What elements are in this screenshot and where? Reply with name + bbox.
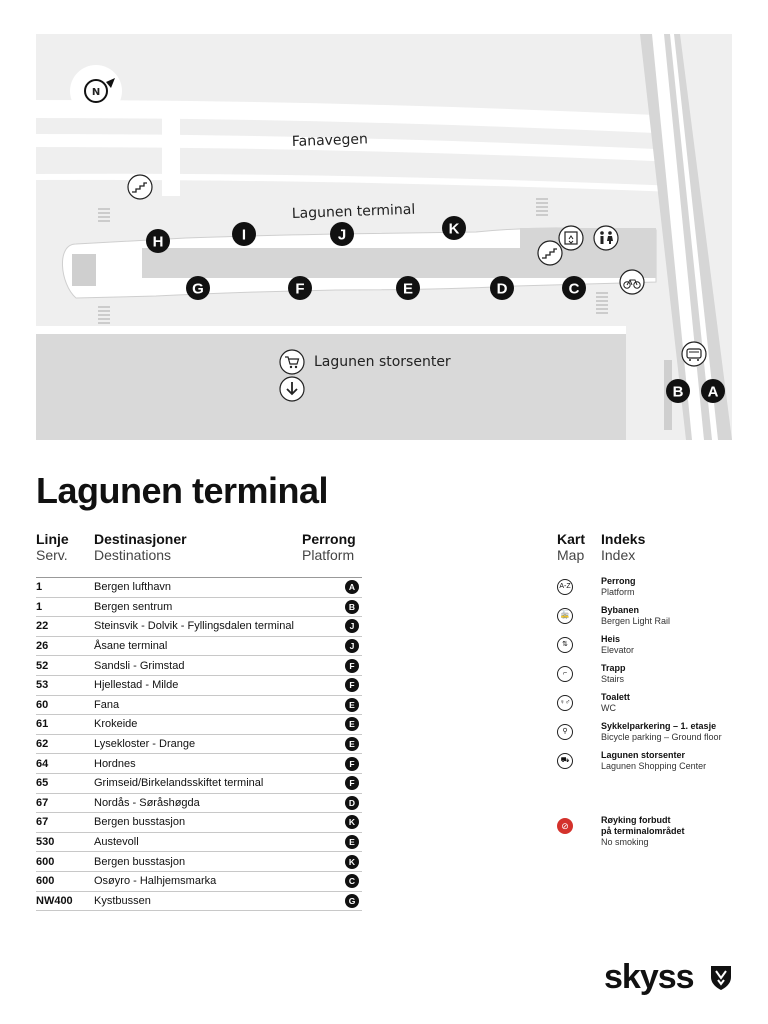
svg-text:E: E	[402, 280, 414, 298]
svg-text:D: D	[496, 280, 508, 298]
platform-badge: F	[345, 776, 359, 790]
page-title: Lagunen terminal	[36, 470, 329, 511]
light-rail-icon	[682, 342, 706, 366]
terminal-map	[36, 34, 732, 440]
line-number: 600	[36, 852, 94, 872]
platform-badge-b	[666, 379, 690, 403]
platform-az-icon: A-Z	[557, 579, 573, 595]
platform-badge: F	[345, 678, 359, 692]
svg-text:C: C	[568, 280, 580, 298]
index-item-subtitle: Platform	[601, 587, 635, 597]
platform-cell	[342, 852, 362, 872]
index-item-subtitle: WC	[601, 703, 616, 713]
destination: Bergen busstasjon	[94, 852, 342, 872]
platform-badge-a	[701, 379, 725, 403]
brand-name: skyss	[604, 958, 694, 996]
line-number: 1	[36, 578, 94, 597]
svg-text:H: H	[152, 233, 164, 251]
header-map-en: Map	[557, 547, 585, 563]
index-item-title: Sykkelparkering – 1. etasje	[601, 721, 717, 731]
platform-cell	[342, 656, 362, 676]
platform-badge: B	[345, 600, 359, 614]
line-number: 52	[36, 656, 94, 676]
table-row	[36, 675, 362, 695]
light-rail-icon: 🚋	[557, 608, 573, 624]
line-number: 62	[36, 734, 94, 754]
platform-badge: C	[345, 874, 359, 888]
index-item-subtitle: Lagunen Shopping Center	[601, 761, 707, 771]
platform-badge: E	[345, 835, 359, 849]
destination: Austevoll	[94, 832, 342, 852]
platform-badge-c	[562, 276, 586, 300]
platform-badge-i	[232, 222, 256, 246]
platform-cell	[342, 754, 362, 774]
destination: Osøyro - Halhjemsmarka	[94, 871, 342, 891]
platform-cell	[342, 617, 362, 637]
destination: Hjellestad - Milde	[94, 675, 342, 695]
platform-cell	[342, 793, 362, 813]
index-item-title: Heis	[601, 634, 621, 644]
platform-cell	[342, 813, 362, 833]
table-row	[36, 734, 362, 754]
index-header	[557, 530, 747, 577]
header-map-no: Kart	[557, 531, 586, 547]
line-number: 61	[36, 715, 94, 735]
svg-text:I: I	[241, 226, 247, 244]
bicycle-icon: ⚲	[557, 724, 573, 740]
svg-text:G: G	[192, 280, 204, 298]
shopping-cart-icon	[280, 350, 304, 374]
platform-badge: G	[345, 894, 359, 908]
header-platform-en: Platform	[302, 547, 355, 563]
destination: Bergen busstasjon	[94, 813, 342, 833]
table-row	[36, 754, 362, 774]
destination: Grimseid/Birkelandsskiftet terminal	[94, 773, 342, 793]
no-smoking-subtitle: No smoking	[601, 837, 649, 847]
index-item-title: Perrong	[601, 576, 636, 586]
svg-text:K: K	[448, 220, 460, 238]
index-item-title: Bybanen	[601, 605, 640, 615]
platform-badge: K	[345, 815, 359, 829]
svg-text:B: B	[672, 383, 684, 401]
stairs-icon: ⌐	[557, 666, 573, 682]
stairs-icon	[538, 241, 562, 265]
platform-badge: J	[345, 639, 359, 653]
platform-badge-j	[330, 222, 354, 246]
svg-text:J: J	[337, 226, 347, 244]
platform-badge-h	[146, 229, 170, 253]
no-smoking-title-1: Røyking forbudt	[601, 815, 671, 825]
routes-table	[36, 530, 362, 911]
platform-badge-k	[442, 216, 466, 240]
table-row	[36, 656, 362, 676]
index-item-subtitle: Bergen Light Rail	[601, 616, 671, 626]
toilet-icon	[594, 226, 618, 250]
svg-text:A: A	[707, 383, 719, 401]
destination: Fana	[94, 695, 342, 715]
line-number: 530	[36, 832, 94, 852]
platform-cell	[342, 871, 362, 891]
no-smoking-icon: ⊘	[557, 818, 573, 834]
platform-cell	[342, 597, 362, 617]
index-item-title: Trapp	[601, 663, 626, 673]
destination: Lysekloster - Drange	[94, 734, 342, 754]
platform-badge-d	[490, 276, 514, 300]
shopping-cart-icon: ⛟	[557, 753, 573, 769]
header-line-no: Linje	[36, 531, 69, 547]
table-row	[36, 578, 362, 597]
elevator-icon	[559, 226, 583, 250]
destination: Sandsli - Grimstad	[94, 656, 342, 676]
line-number: 53	[36, 675, 94, 695]
platform-badge: E	[345, 698, 359, 712]
platform-cell	[342, 636, 362, 656]
destination: Kystbussen	[94, 891, 342, 911]
line-number: NW400	[36, 891, 94, 911]
shield-icon	[710, 965, 732, 991]
table-row	[36, 852, 362, 872]
platform-badge: K	[345, 855, 359, 869]
elevator-icon: ⇅	[557, 637, 573, 653]
platform-badge-e	[396, 276, 420, 300]
line-number: 22	[36, 617, 94, 637]
header-index-en: Index	[601, 547, 636, 563]
table-row	[36, 695, 362, 715]
index-item-title: Lagunen storsenter	[601, 750, 686, 760]
terminal-label: Lagunen terminal	[291, 201, 416, 222]
compass-north-label: N	[91, 87, 101, 98]
destination: Bergen sentrum	[94, 597, 342, 617]
platform-badge: D	[345, 796, 359, 810]
platform-badge: E	[345, 737, 359, 751]
header-destination-en: Destinations	[94, 547, 172, 563]
platform-cell	[342, 695, 362, 715]
platform-badge: E	[345, 717, 359, 731]
header-line-en: Serv.	[36, 547, 68, 563]
platform-badge: F	[345, 757, 359, 771]
platform-cell	[342, 715, 362, 735]
platform-badge: J	[345, 619, 359, 633]
destination: Nordås - Søråshøgda	[94, 793, 342, 813]
header-platform-no: Perrong	[302, 531, 356, 547]
table-row	[36, 832, 362, 852]
line-number: 65	[36, 773, 94, 793]
line-number: 26	[36, 636, 94, 656]
line-number: 600	[36, 871, 94, 891]
entrance-arrow-icon	[280, 377, 304, 401]
map-index	[557, 530, 747, 847]
table-row	[36, 891, 362, 911]
destination: Steinsvik - Dolvik - Fyllingsdalen terminal	[94, 617, 342, 637]
platform-cell	[342, 578, 362, 597]
index-item-subtitle: Bicycle parking – Ground floor	[601, 732, 722, 742]
line-number: 1	[36, 597, 94, 617]
table-row	[36, 793, 362, 813]
line-number: 60	[36, 695, 94, 715]
no-smoking-title-2: på terminalområdet	[601, 826, 685, 836]
toilet-icon: ♀♂	[557, 695, 573, 711]
stairs-icon	[128, 175, 152, 199]
line-number: 67	[36, 793, 94, 813]
platform-cell	[342, 891, 362, 911]
bicycle-icon	[620, 270, 644, 294]
routes-table-header	[36, 530, 362, 578]
table-row	[36, 715, 362, 735]
platform-badge-g	[186, 276, 210, 300]
platform-cell	[342, 832, 362, 852]
table-row	[36, 871, 362, 891]
mall-label: Lagunen storsenter	[314, 354, 451, 370]
road-label: Fanavegen	[291, 131, 369, 150]
index-item-title: Toalett	[601, 692, 630, 702]
header-index-no: Indeks	[601, 531, 646, 547]
table-row	[36, 773, 362, 793]
table-row	[36, 617, 362, 637]
line-number: 67	[36, 813, 94, 833]
index-item-subtitle: Elevator	[601, 645, 635, 655]
destination: Åsane terminal	[94, 636, 342, 656]
header-destination-no: Destinasjoner	[94, 531, 187, 547]
platform-badge: F	[345, 659, 359, 673]
platform-badge-f	[288, 276, 312, 300]
line-number: 64	[36, 754, 94, 774]
destination: Bergen lufthavn	[94, 578, 342, 597]
destination: Hordnes	[94, 754, 342, 774]
svg-text:F: F	[295, 280, 305, 298]
destination: Krokeide	[94, 715, 342, 735]
table-row	[36, 597, 362, 617]
table-row	[36, 813, 362, 833]
platform-cell	[342, 675, 362, 695]
index-item-subtitle: Stairs	[601, 674, 625, 684]
platform-cell	[342, 773, 362, 793]
table-row	[36, 636, 362, 656]
platform-badge: A	[345, 580, 359, 594]
platform-cell	[342, 734, 362, 754]
